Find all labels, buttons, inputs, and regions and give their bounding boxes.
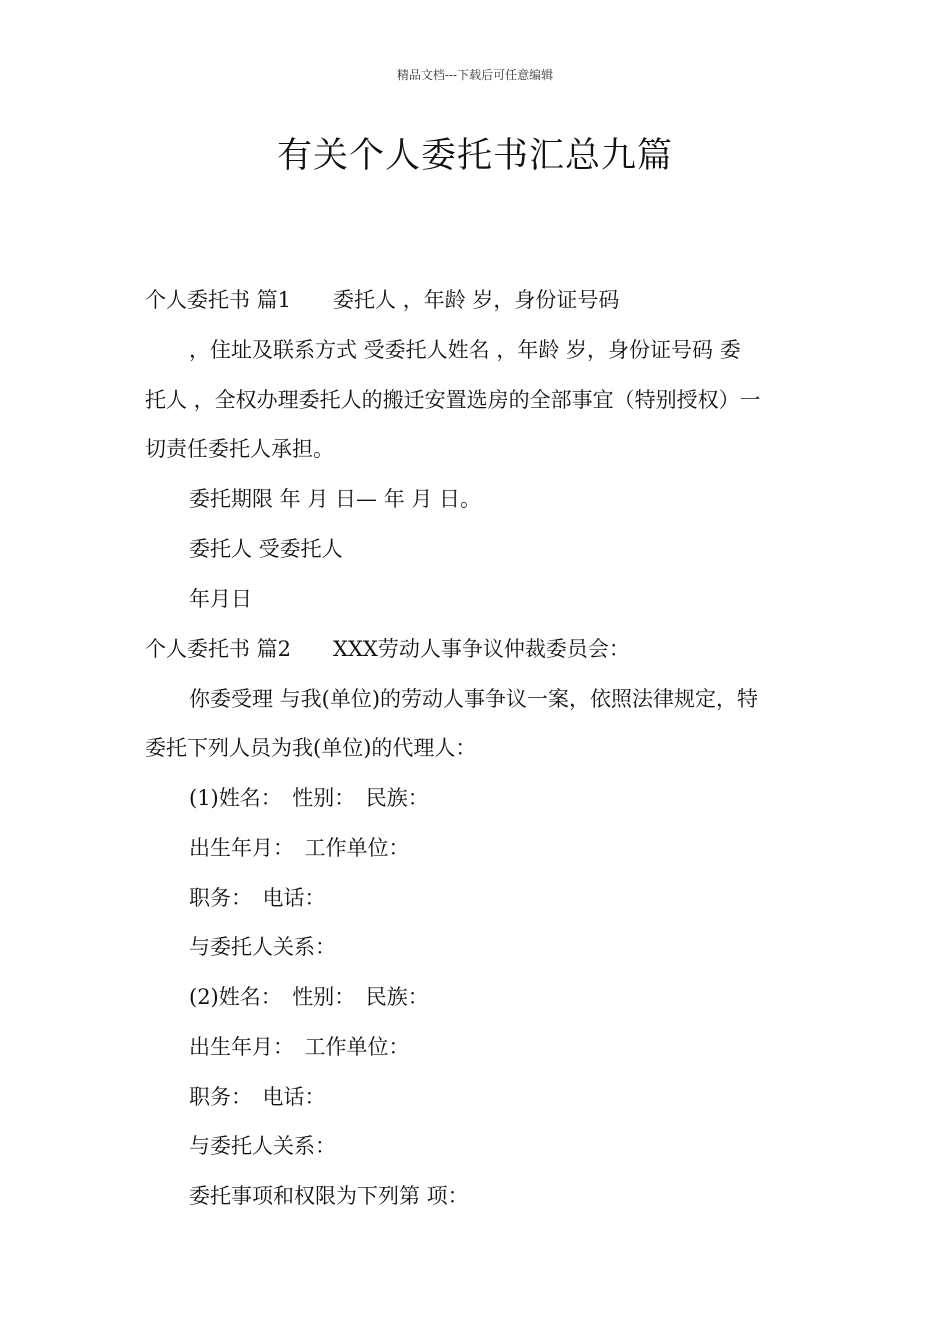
- paragraph-line: 委托人 受委托人: [189, 537, 343, 561]
- paragraph-line: (2)姓名： 性别： 民族：: [189, 985, 429, 1009]
- paragraph-line: 职务： 电话：: [189, 886, 326, 910]
- paragraph-line: 出生年月： 工作单位：: [189, 836, 410, 860]
- paragraph-line: 年月日: [189, 587, 252, 611]
- paragraph-line: 委托下列人员为我(单位)的代理人：: [145, 736, 477, 760]
- paragraph-line: 委托期限 年 月 日— 年 月 日。: [189, 487, 482, 511]
- paragraph-line: (1)姓名： 性别： 民族：: [189, 786, 429, 810]
- paragraph-line: 个人委托书 篇2 XXX劳动人事争议仲裁委员会：: [145, 637, 630, 661]
- paragraph-line: 出生年月： 工作单位：: [189, 1035, 410, 1059]
- paragraph-line: 与委托人关系：: [189, 1134, 336, 1158]
- paragraph-line: 托人 ，全权办理委托人的搬迁安置选房的全部事宜（特别授权）一: [145, 388, 761, 412]
- paragraph-line: 你委受理 与我(单位)的劳动人事争议一案，依照法律规定，特: [189, 687, 759, 711]
- page-header: 精品文档---下载后可任意编辑: [396, 68, 554, 82]
- paragraph-line: ，住址及联系方式 受委托人姓名 ，年龄 岁，身份证号码 委: [189, 338, 741, 362]
- paragraph-line: 职务： 电话：: [189, 1085, 326, 1109]
- document-title: 有关个人委托书汇总九篇: [276, 136, 673, 176]
- paragraph-line: 委托事项和权限为下列第 项：: [189, 1184, 469, 1208]
- paragraph-line: 个人委托书 篇1 委托人 ，年龄 岁，身份证号码: [145, 288, 620, 312]
- paragraph-line: 与委托人关系：: [189, 935, 336, 959]
- paragraph-line: 切责任委托人承担。: [145, 437, 334, 461]
